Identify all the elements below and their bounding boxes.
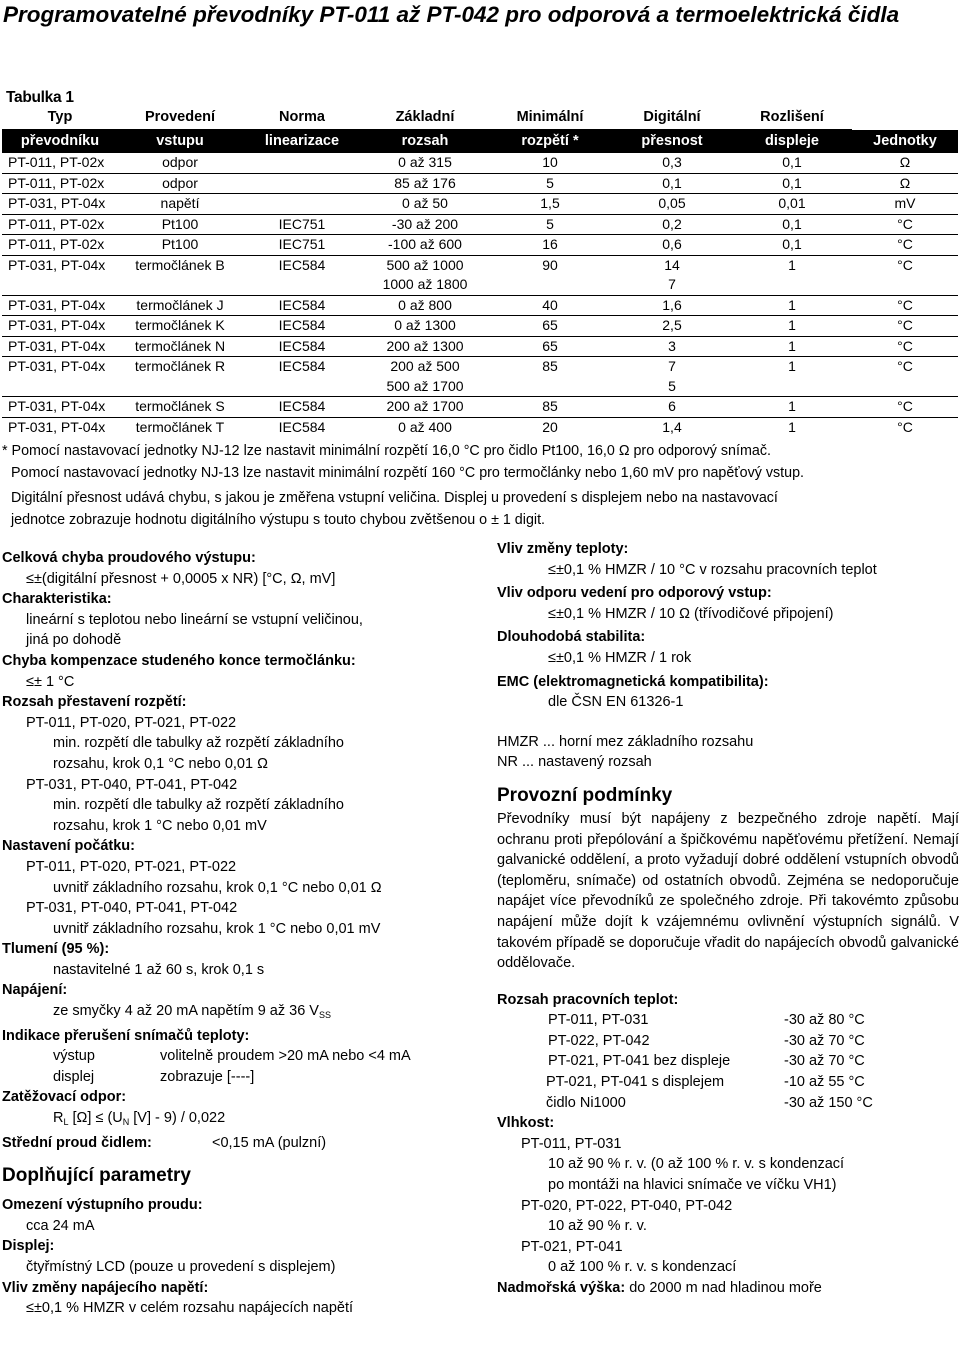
kv-value: zobrazuje [----]: [160, 1068, 255, 1085]
spec-heading: Displej:: [2, 1238, 55, 1255]
formula-end: [V] - 9) / 0,022: [129, 1110, 226, 1127]
section-heading: Doplňující parametry: [2, 1165, 191, 1187]
table-cell: 0 až 50: [362, 194, 488, 215]
spec-value: ≤±0,1 % HMZR / 1 rok: [548, 649, 692, 666]
header-cell: Norma: [242, 106, 362, 130]
table-cell: 85: [488, 397, 612, 418]
kv-key: výstup: [53, 1048, 95, 1065]
table-cell: 1: [732, 295, 852, 316]
table-cell: °C: [852, 316, 958, 337]
abbreviation: HMZR ... horní mez základního rozsahu: [497, 733, 754, 750]
table-cell: termočlánek N: [118, 336, 242, 357]
table-cell: 16: [488, 235, 612, 256]
spec-heading: Nastavení počátku:: [2, 838, 135, 855]
table-body: [2, 153, 958, 437]
table-cell: 1,4: [612, 417, 732, 437]
table-cell: [852, 275, 958, 295]
table-cell: termočlánek K: [118, 316, 242, 337]
spec-value: ≤± 1 °C: [26, 673, 75, 690]
table-cell: 0,2: [612, 214, 732, 235]
table-cell: 0,3: [662, 154, 682, 171]
table-header-row: [2, 106, 958, 130]
table-row: [2, 417, 958, 437]
temp-range: -30 až 70 °C: [784, 1053, 865, 1070]
table-cell: °C: [852, 417, 958, 437]
table-cell: -30 až 200: [362, 214, 488, 235]
spec-heading: Vliv změny teploty:: [497, 541, 629, 557]
table-cell: PT-031, PT-04x: [2, 194, 118, 215]
spec-value: 10 až 90 % r. v.: [548, 1218, 647, 1235]
spec-heading: Indikace přerušení snímačů teploty:: [2, 1027, 250, 1044]
table-cell: 0,1: [732, 173, 852, 194]
spec-value: ≤±0,1 % HMZR v celém rozsahu napájecích napětí: [26, 1300, 354, 1317]
table-cell: 3: [612, 336, 732, 357]
table-cell: IEC751: [242, 214, 362, 235]
table-row: [2, 295, 958, 316]
table-cell: IEC584: [242, 357, 362, 377]
table-cell: Ω: [899, 154, 911, 171]
kv-value: volitelně proudem >20 mA nebo <4 mA: [160, 1048, 411, 1065]
table-cell: odpor: [118, 173, 242, 194]
device-label: PT-011, PT-031: [548, 1012, 649, 1029]
spec-value: ≤±0,1 % HMZR / 10 °C v rozsahu pracovních teplot: [548, 561, 877, 578]
table-cell: 0 až 400: [362, 417, 488, 437]
spec-value: PT-031, PT-040, PT-041, PT-042: [26, 900, 238, 917]
table-cell: IEC584: [242, 255, 362, 275]
spec-value: PT-011, PT-031: [521, 1135, 622, 1152]
spec-value: PT-021, PT-041: [521, 1238, 623, 1255]
table-row: [2, 214, 958, 235]
table-cell: 0 až 315: [398, 154, 452, 171]
table-cell: 1: [732, 255, 852, 275]
table-cell: IEC584: [242, 316, 362, 337]
table-row: [2, 397, 958, 418]
table-cell: 500 až 1700: [386, 377, 464, 394]
operating-conditions-text: Převodníky musí být napájeny z bezpečného zdroje napětí. Mají ochranu proti přepólování a špičkovému napěťovému přetížení. Nemají galvanické oddělení, a proto vyžadují dobré oddělení vstupních obvodů (teploměru, snímače) od ostatních obvodů. Zejména se nedoporučuje napájet více převodníků ze společného zdroje. Při takovémto způsobu napájení může dojít k vzájemnému ovlivnění výstupních signálů. V takovém případě se doporučuje vřadit do napájecích obvodů galvanické oddělovače.: [497, 810, 959, 972]
table-cell: termočlánek R: [118, 357, 242, 377]
table-row: [2, 194, 958, 215]
table-cell: °C: [852, 357, 958, 377]
spec-value: PT-020, PT-022, PT-040, PT-042: [521, 1197, 733, 1214]
spec-heading: Omezení výstupního proudu:: [2, 1197, 203, 1214]
spec-value: 0 až 100 % r. v. s kondenzací: [548, 1259, 737, 1276]
spec-value: rozsahu, krok 0,1 °C nebo 0,01 Ω: [53, 755, 268, 772]
spec-value: [2, 1108, 472, 1133]
spec-value: uvnitř základního rozsahu, krok 0,1 °C nebo 0,01 Ω: [53, 879, 382, 896]
header-cell: rozpětí *: [488, 130, 612, 154]
table-cell: [732, 377, 852, 397]
table-cell: [118, 275, 242, 295]
spec-heading: Celková chyba proudového výstupu:: [2, 550, 256, 566]
table-cell: [488, 377, 612, 397]
table-cell: IEC584: [242, 417, 362, 437]
table-cell: °C: [852, 255, 958, 275]
list-item: [497, 1031, 959, 1052]
temperature-list: [497, 1010, 959, 1113]
header-cell: Jednotky: [852, 130, 958, 154]
header-cell: Základní: [362, 106, 488, 130]
table-cell: [488, 275, 612, 295]
table-cell: Ω: [852, 173, 958, 194]
spec-value: <0,15 mA (pulzní): [212, 1134, 327, 1151]
spec-value: min. rozpětí dle tabulky až rozpětí základního: [53, 735, 344, 752]
table-row: [2, 377, 958, 397]
header-cell: Typ: [2, 106, 118, 130]
table-cell: 0,1: [732, 214, 852, 235]
table-cell: 85 až 176: [362, 173, 488, 194]
table-cell: IEC751: [242, 235, 362, 256]
page-title: Programovatelné převodníky PT-011 až PT-042 pro odporová a termoelektrická čidla: [3, 2, 900, 27]
spec-heading: EMC (elektromagnetická kompatibilita):: [497, 673, 769, 690]
spec-heading: Zatěžovací odpor:: [2, 1089, 127, 1106]
header-cell: převodníku: [2, 130, 118, 154]
table-caption: Tabulka 1: [6, 89, 74, 106]
table-cell: 85: [488, 357, 612, 377]
spec-heading: Chyba kompenzace studeného konce termočlánku:: [2, 652, 356, 669]
table-cell: 1,5: [488, 194, 612, 215]
table-cell: 200 až 500: [362, 357, 488, 377]
table-cell: PT-011, PT-02x: [2, 235, 118, 256]
device-label: PT-021, PT-041 s displejem: [546, 1074, 725, 1091]
table-row: [2, 255, 958, 275]
table-row: [2, 275, 958, 295]
spec-heading: Vliv změny napájecího napětí:: [2, 1279, 209, 1296]
spec-line: [2, 1133, 472, 1154]
table-row: [2, 235, 958, 256]
spec-heading: Dlouhodobá stabilita:: [497, 629, 646, 646]
table-cell: termočlánek J: [118, 295, 242, 316]
specs-table: [2, 106, 958, 437]
device-label: PT-022, PT-042: [548, 1032, 650, 1049]
table-cell: IEC584: [242, 295, 362, 316]
table-cell: 1000 až 1800: [382, 276, 468, 293]
spec-value: po montáži na hlavici snímače ve víčku VH1): [548, 1177, 837, 1194]
table-cell: -100 až 600: [362, 235, 488, 256]
spec-value: uvnitř základního rozsahu, krok 1 °C nebo 0,01 mV: [53, 920, 381, 937]
spec-value: 10 až 90 % r. v. (0 až 100 % r. v. s kondenzací: [548, 1156, 845, 1173]
spec-value: [2, 1067, 472, 1088]
spec-value: dle ČSN EN 61326-1: [548, 694, 684, 711]
table-cell: [2, 377, 118, 397]
power-subscript: SS: [318, 1010, 331, 1021]
table-cell: mV: [852, 194, 958, 215]
table-cell: 40: [488, 295, 612, 316]
list-item: [497, 1051, 959, 1072]
kv-key: displej: [53, 1068, 95, 1085]
spec-value: cca 24 mA: [26, 1217, 95, 1234]
header-cell: Digitální: [612, 106, 732, 130]
table-cell: IEC584: [242, 397, 362, 418]
header-cell: displeje: [732, 130, 852, 154]
header-cell: Rozlišení: [732, 106, 852, 130]
table-cell: 200 až 1300: [362, 336, 488, 357]
table-cell: IEC584: [242, 336, 362, 357]
spec-value: lineární s teplotou nebo lineární se vstupní veličinou,: [26, 611, 363, 628]
table-cell: 0,1: [612, 173, 732, 194]
note-line: Pomocí nastavovací jednotky NJ-13 lze nastavit minimální rozpětí 160 °C pro termočlánky nebo 1,60 mV pro napěťový vstup.: [11, 464, 805, 481]
table-cell: °C: [852, 214, 958, 235]
table-cell: 0,1: [782, 154, 802, 171]
spec-value: [2, 1046, 472, 1067]
power-text: ze smyčky 4 až 20 mA napětím 9 až 36 V: [53, 1003, 319, 1020]
table-cell: 10: [542, 154, 558, 171]
note-line: Digitální přesnost udává chybu, s jakou je změřena vstupní veličina. Displej u provedení s displejem nebo na nastavovací: [11, 490, 778, 506]
spec-heading: Tlumení (95 %):: [2, 941, 110, 958]
formula-sub: L: [63, 1117, 69, 1128]
table-cell: PT-031, PT-04x: [2, 255, 118, 275]
header-cell: Minimální: [488, 106, 612, 130]
table-cell: [118, 377, 242, 397]
table-cell: PT-031, PT-04x: [2, 397, 118, 418]
table-cell: 0,1: [732, 235, 852, 256]
table-cell: PT-031, PT-04x: [2, 316, 118, 337]
spec-heading: Rozsah přestavení rozpětí:: [2, 694, 187, 711]
table-cell: PT-031, PT-04x: [2, 357, 118, 377]
spec-heading: Vliv odporu vedení pro odporový vstup:: [497, 585, 772, 602]
table-cell: 6: [612, 397, 732, 418]
table-cell: termočlánek T: [118, 417, 242, 437]
header-cell: přesnost: [612, 130, 732, 154]
formula-sub: N: [122, 1117, 130, 1128]
spec-value: do 2000 m nad hladinou moře: [625, 1280, 822, 1296]
device-label: PT-021, PT-041 bez displeje: [548, 1053, 731, 1070]
table-cell: 5: [488, 214, 612, 235]
header-cell: Provedení: [118, 106, 242, 130]
spec-value: PT-011, PT-020, PT-021, PT-022: [26, 858, 237, 875]
table-cell: 1: [732, 316, 852, 337]
spec-line: [497, 1278, 959, 1299]
table-cell: 0 až 800: [362, 295, 488, 316]
spec-value: PT-011, PT-020, PT-021, PT-022: [26, 714, 237, 731]
table-cell: 5: [668, 377, 676, 394]
table-cell: 14: [612, 255, 732, 275]
spec-heading: Charakteristika:: [2, 591, 112, 608]
table-cell: odpor: [162, 154, 198, 171]
table-notes: [2, 441, 958, 531]
table-cell: 65: [488, 336, 612, 357]
table-row: [2, 316, 958, 337]
header-cell: [852, 106, 958, 130]
spec-heading: Vlhkost:: [497, 1115, 555, 1132]
table-cell: 65: [488, 316, 612, 337]
table-cell: PT-031, PT-04x: [2, 336, 118, 357]
abbreviation: NR ... nastavený rozsah: [497, 754, 652, 771]
spec-value: ≤±0,1 % HMZR / 10 Ω (třívodičové připojení): [548, 605, 834, 622]
table-cell: PT-011, PT-02x: [2, 214, 118, 235]
header-cell: rozsah: [362, 130, 488, 154]
spec-value: čtyřmístný LCD (pouze u provedení s displejem): [26, 1259, 336, 1275]
table-cell: °C: [852, 397, 958, 418]
device-label: čidlo Ni1000: [546, 1094, 626, 1111]
temp-range: -30 až 70 °C: [784, 1032, 865, 1049]
left-column: [2, 548, 472, 1319]
table-cell: 0,01: [732, 194, 852, 215]
spec-value: [2, 1001, 472, 1026]
spec-value: min. rozpětí dle tabulky až rozpětí základního: [53, 797, 344, 814]
table-header-row: [2, 130, 958, 154]
spec-heading: Střední proud čidlem:: [2, 1134, 152, 1151]
header-cell: linearizace: [242, 130, 362, 154]
table-cell: 1: [732, 336, 852, 357]
table-cell: PT-031, PT-04x: [2, 417, 118, 437]
table-cell: [852, 377, 958, 397]
table-cell: 1: [732, 417, 852, 437]
table-row: [2, 173, 958, 194]
temp-range: -30 až 150 °C: [784, 1094, 873, 1111]
table-cell: 5: [488, 173, 612, 194]
right-column: [497, 539, 959, 1299]
table-cell: 7: [612, 357, 732, 377]
table-row: [2, 153, 958, 173]
spec-heading: Rozsah pracovních teplot:: [497, 991, 679, 1008]
table-cell: °C: [852, 295, 958, 316]
table-cell: 200 až 1700: [362, 397, 488, 418]
table-cell: 1,6: [612, 295, 732, 316]
table-cell: napětí: [118, 194, 242, 215]
table-cell: [242, 194, 362, 215]
table-cell: termočlánek S: [118, 397, 242, 418]
spec-value: PT-031, PT-040, PT-041, PT-042: [26, 776, 238, 793]
table-cell: Pt100: [118, 214, 242, 235]
table-cell: [242, 153, 362, 173]
note-line: * Pomocí nastavovací jednotky NJ-12 lze nastavit minimální rozpětí 16,0 °C pro čidlo Pt100, 16,0 Ω pro odporový snímač.: [2, 443, 771, 459]
temp-range: -10 až 55 °C: [784, 1074, 865, 1091]
spec-heading: Nadmořská výška:: [497, 1280, 626, 1296]
table-cell: Pt100: [118, 235, 242, 256]
temp-range: -30 až 80 °C: [784, 1012, 865, 1029]
list-item: [497, 1072, 959, 1093]
table-cell: 90: [488, 255, 612, 275]
list-item: [497, 1093, 959, 1114]
list-item: [497, 1010, 959, 1031]
table-cell: [242, 275, 362, 295]
table-cell: 20: [488, 417, 612, 437]
table-cell: 500 až 1000: [362, 255, 488, 275]
header-cell: vstupu: [118, 130, 242, 154]
section-heading: Provozní podmínky: [497, 784, 673, 806]
table-cell: 1: [732, 357, 852, 377]
table-cell: 0,6: [612, 235, 732, 256]
table-cell: termočlánek B: [118, 255, 242, 275]
table-row: [2, 357, 958, 377]
table-cell: [242, 173, 362, 194]
formula-r: R: [53, 1110, 64, 1127]
spec-value: nastavitelné 1 až 60 s, krok 0,1 s: [53, 961, 265, 978]
table-cell: [242, 377, 362, 397]
note-line: jednotce zobrazuje hodnotu digitálního výstupu s touto chybou zvětšenou o ± 1 digit.: [11, 511, 546, 528]
table-cell: [732, 275, 852, 295]
table-cell: 0 až 1300: [362, 316, 488, 337]
table-cell: PT-011, PT-02x: [2, 173, 118, 194]
table-cell: 0,05: [612, 194, 732, 215]
spec-value: ≤±(digitální přesnost + 0,0005 x NR) [°C, Ω, mV]: [26, 570, 336, 587]
spec-value: rozsahu, krok 1 °C nebo 0,01 mV: [53, 817, 267, 834]
table-row: [2, 336, 958, 357]
table-cell: PT-011, PT-02x: [8, 154, 105, 171]
table-cell: 7: [668, 276, 676, 293]
table-cell: 2,5: [612, 316, 732, 337]
formula-mid: [Ω] ≤ (U: [68, 1110, 123, 1127]
table-cell: °C: [852, 235, 958, 256]
table-cell: 1: [732, 397, 852, 418]
table-cell: [2, 275, 118, 295]
spec-value: jiná po dohodě: [26, 632, 122, 649]
spec-heading: Napájení:: [2, 982, 68, 999]
table-cell: °C: [852, 336, 958, 357]
table-cell: PT-031, PT-04x: [2, 295, 118, 316]
